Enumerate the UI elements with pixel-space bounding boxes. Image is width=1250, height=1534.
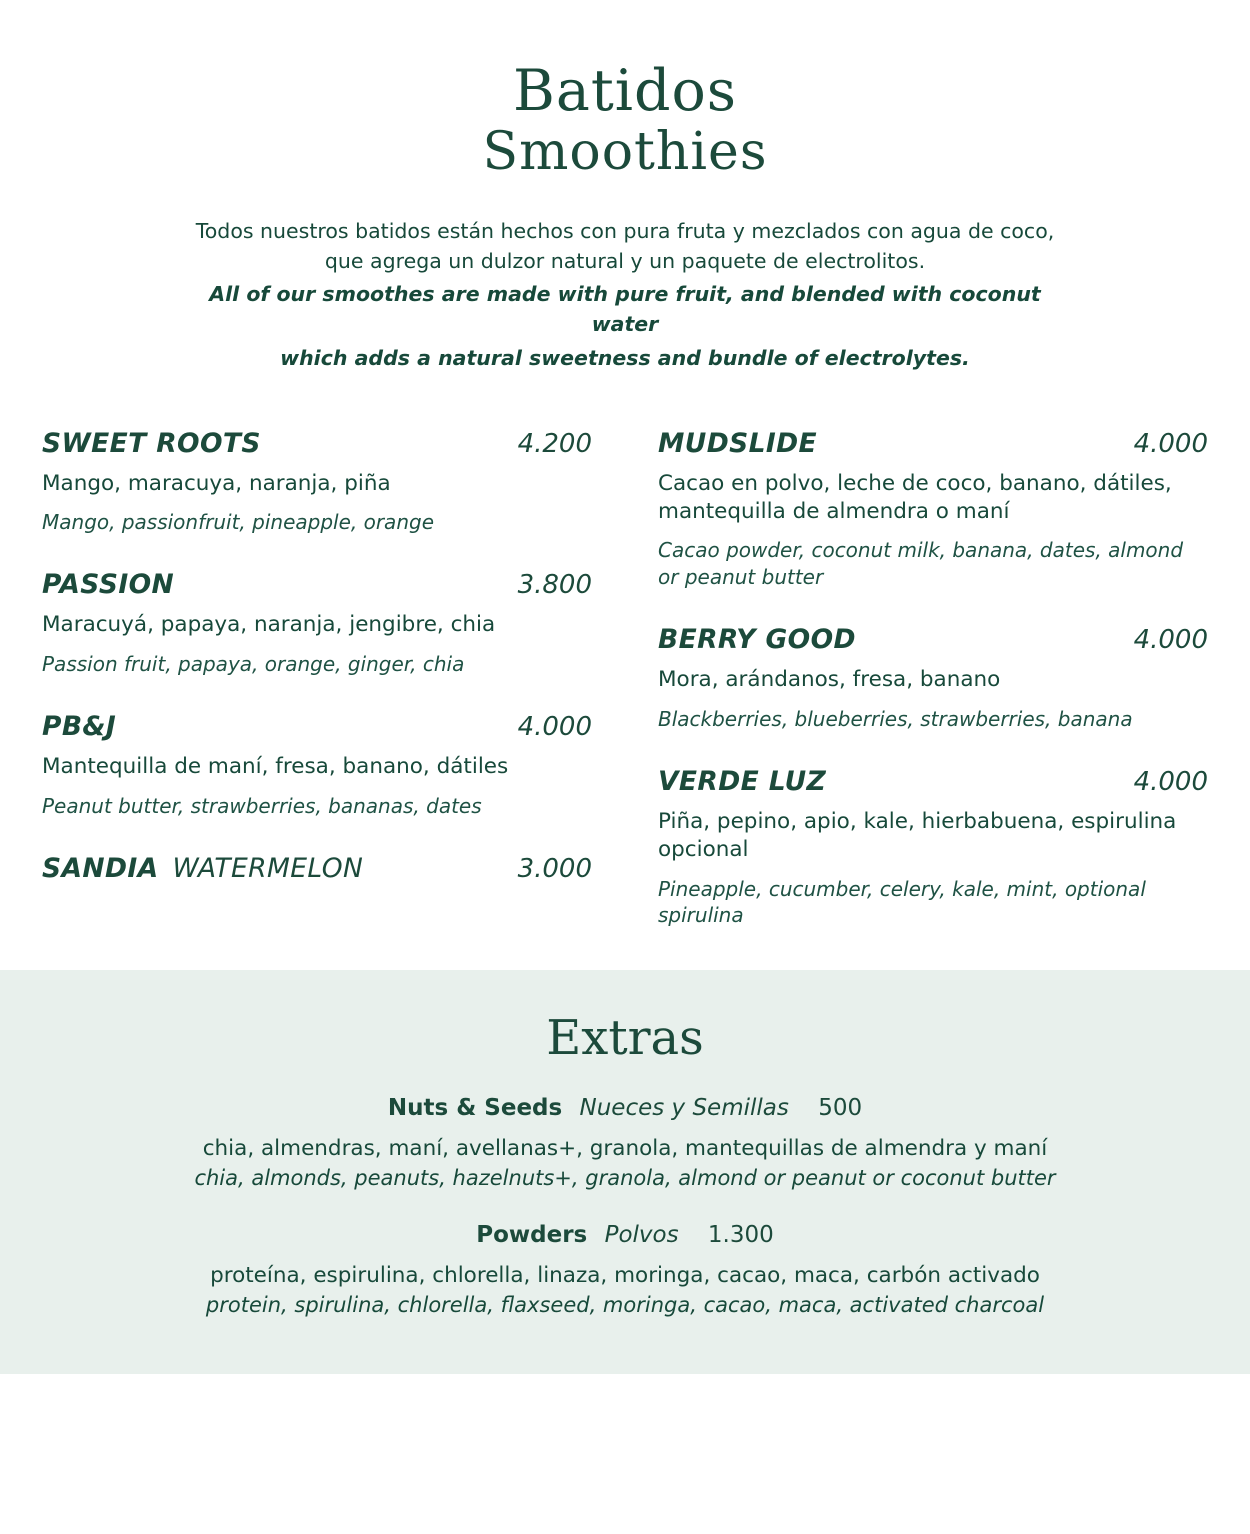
extras-item-label-es: Polvos [604, 1222, 679, 1249]
intro-en-line1: All of our smoothes are made with pure fruit, and blended with coconut water [209, 282, 1041, 337]
menu-item-desc-en: Pineapple, cucumber, celery, kale, mint, optional spirulina [658, 876, 1146, 928]
menu-item-desc-es: Mora, arándanos, fresa, banano [658, 667, 1001, 693]
menu-item-head [42, 569, 592, 600]
menu-item [42, 428, 592, 536]
extras-item-desc-es: chia, almendras, maní, avellanas+, granola, mantequillas de almendra y maní [202, 1136, 1048, 1162]
menu-item [658, 624, 1208, 732]
menu-item-desc-es: Mango, maracuya, naranja, piña [42, 470, 391, 496]
menu-item-name-wrap [42, 569, 174, 600]
menu-item-price: 4.200 [517, 428, 592, 459]
intro-es-line2: que agrega un dulzor natural y un paquete de electrolitos. [324, 248, 926, 273]
extras-item [60, 1095, 1190, 1192]
intro-en-line2: which adds a natural sweetness and bundle of electrolytes. [280, 345, 970, 370]
menu-item-desc-es: Cacao en polvo, leche de coco, banano, dátiles, mantequilla de almendra o maní [658, 470, 1172, 524]
menu-item-name-wrap [658, 428, 817, 459]
menu-columns [0, 428, 1250, 929]
page-title-es: Batidos [512, 58, 738, 124]
menu-column-left [42, 428, 592, 929]
extras-item-desc-en: protein, spirulina, chlorella, flaxseed, moringa, cacao, maca, activated charcoal [205, 1293, 1045, 1318]
extras-item-label-en: Nuts & Seeds [387, 1095, 563, 1122]
menu-item [658, 766, 1208, 929]
menu-item-desc-en: Cacao powder, coconut milk, banana, dates, almond or peanut butter [658, 538, 1184, 589]
menu-item-price: 4.000 [1133, 428, 1208, 459]
extras-item-label-es: Nueces y Semillas [579, 1095, 789, 1122]
extras-section [0, 970, 1250, 1373]
intro-es-line1: Todos nuestros batidos están hechos con pura fruta y mezclados con agua de coco, [195, 219, 1055, 244]
menu-item-desc-en: Peanut butter, strawberries, bananas, dates [42, 793, 482, 818]
extras-item-label-en: Powders [476, 1222, 588, 1249]
menu-item-name: PASSION [42, 569, 175, 601]
intro-text [175, 217, 1075, 374]
menu-item-head [42, 853, 592, 884]
menu-item-name-wrap [42, 711, 116, 742]
extras-item-head [60, 1222, 1190, 1248]
menu-item [658, 428, 1208, 591]
extras-item-desc-es: proteína, espirulina, chlorella, linaza, moringa, cacao, maca, carbón activado [210, 1263, 1040, 1289]
menu-item-name: MUDSLIDE [658, 427, 818, 459]
menu-item-name-wrap [658, 624, 856, 655]
menu-item-name: SWEET ROOTS [42, 427, 261, 459]
menu-item-price: 3.800 [517, 570, 592, 601]
menu-item-desc-en: Mango, passionfruit, pineapple, orange [42, 510, 434, 534]
menu-item-desc-en: Passion fruit, papaya, orange, ginger, chia [42, 651, 465, 676]
extras-item [60, 1222, 1190, 1319]
menu-item-name-wrap [658, 766, 826, 797]
menu-item-price: 4.000 [1133, 766, 1208, 797]
menu-item-head [658, 428, 1208, 459]
menu-item-price: 4.000 [517, 712, 592, 743]
menu-item-desc-es: Mantequilla de maní, fresa, banano, dátiles [42, 754, 509, 780]
menu-item-name-wrap [42, 853, 363, 884]
menu-item-name: SANDIA [42, 852, 159, 884]
extras-item-desc-en: chia, almonds, peanuts, hazelnuts+, granola, almond or peanut or coconut butter [194, 1166, 1056, 1191]
menu-item-desc-en: Blackberries, blueberries, strawberries, banana [658, 706, 1133, 731]
page-title-en: Smoothies [482, 121, 768, 182]
menu-item-desc-es: Maracuyá, papaya, naranja, jengibre, chia [42, 612, 496, 638]
menu-item-price: 3.000 [517, 853, 592, 884]
menu-item [42, 711, 592, 819]
menu-item-price: 4.000 [1133, 625, 1208, 656]
menu-item-head [42, 711, 592, 742]
menu-item-name: BERRY GOOD [658, 624, 856, 656]
menu-item [42, 569, 592, 677]
menu-item-head [42, 428, 592, 459]
extras-item-price: 500 [818, 1095, 863, 1122]
menu-item [42, 853, 592, 884]
extras-item-head [60, 1095, 1190, 1121]
menu-item-head [658, 766, 1208, 797]
menu-item-name: VERDE LUZ [658, 765, 827, 797]
menu-header [0, 0, 1250, 374]
menu-item-head [658, 624, 1208, 655]
menu-item-name: PB&J [42, 711, 117, 743]
menu-item-name-en: WATERMELON [172, 852, 364, 884]
extras-title: Extras [546, 1010, 704, 1067]
menu-item-desc-es: Piña, pepino, apio, kale, hierbabuena, espirulina opcional [658, 808, 1177, 863]
menu-item-name-wrap [42, 428, 261, 459]
extras-item-price: 1.300 [707, 1222, 774, 1249]
menu-column-right [658, 428, 1208, 929]
